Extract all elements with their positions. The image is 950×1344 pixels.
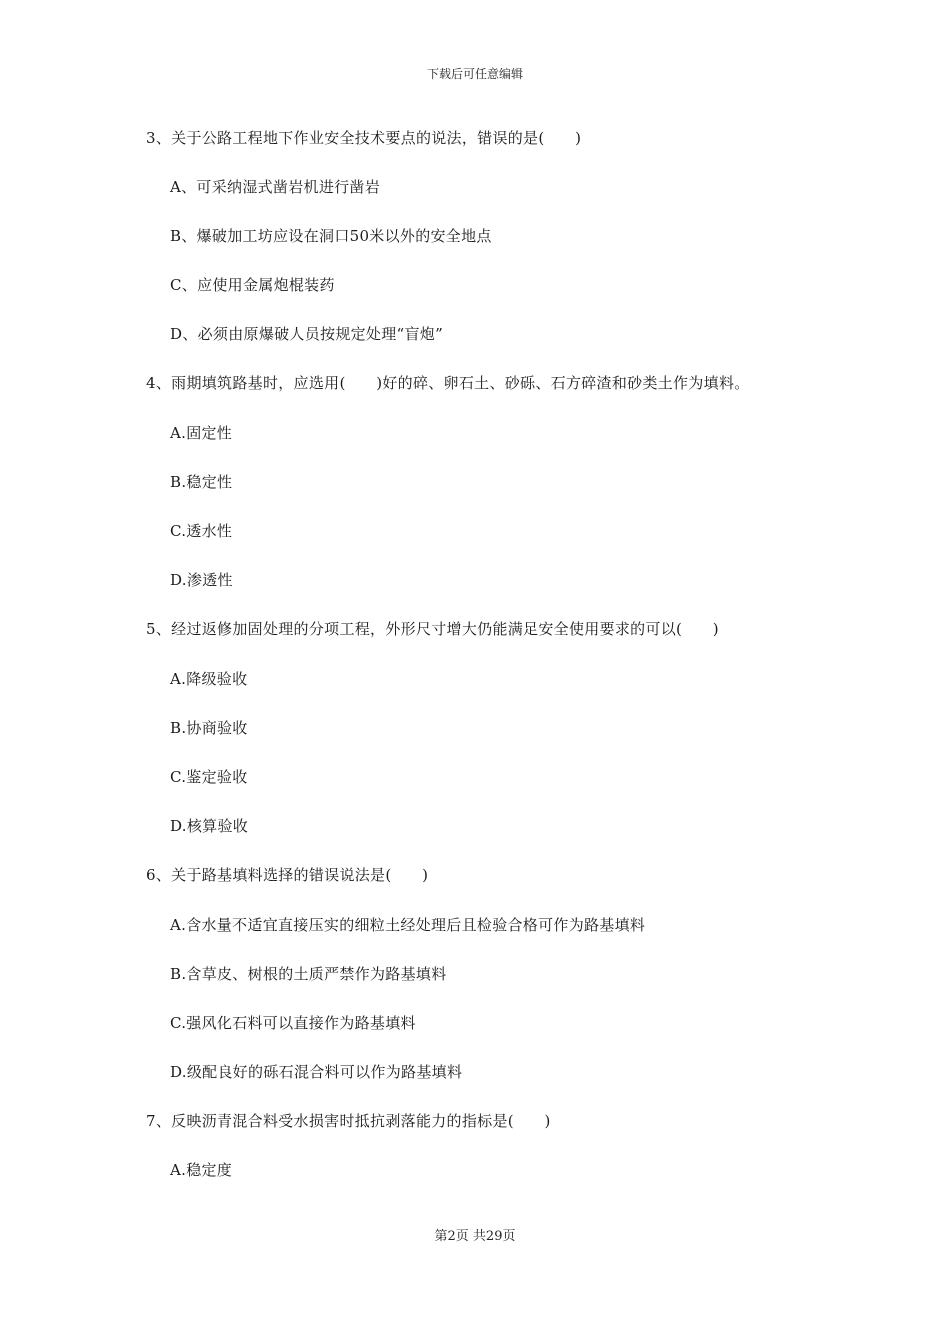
question-4-option-a: A.固定性 [170,424,233,442]
question-6-option-c: C.强风化石料可以直接作为路基填料 [170,1014,416,1032]
question-5-stem: 5、经过返修加固处理的分项工程，外形尺寸增大仍能满足安全使用要求的可以( ) [146,620,719,638]
question-6-stem: 6、关于路基填料选择的错误说法是( ) [146,866,429,884]
question-3-option-d: D、必须由原爆破人员按规定处理“盲炮” [170,325,444,343]
question-3-stem: 3、关于公路工程地下作业安全技术要点的说法，错误的是( ) [146,129,582,147]
question-5-option-d: D.核算验收 [170,817,249,835]
question-6-option-a: A.含水量不适宜直接压实的细粒土经处理后且检验合格可作为路基填料 [170,916,646,934]
question-6-option-b: B.含草皮、树根的土质严禁作为路基填料 [170,965,447,983]
question-5-option-c: C.鉴定验收 [170,768,248,786]
question-3-option-a: A、可采纳湿式凿岩机进行凿岩 [170,178,381,196]
page-header: 下载后可任意编辑 [426,67,523,81]
question-6-option-d: D.级配良好的砾石混合料可以作为路基填料 [170,1063,463,1081]
question-3-option-c: C、应使用金属炮棍装药 [170,276,335,294]
question-4-stem: 4、雨期填筑路基时，应选用( )好的碎、卵石土、砂砾、石方碎渣和砂类土作为填料。 [146,374,750,392]
question-5-option-b: B.协商验收 [170,719,248,737]
question-4-option-d: D.渗透性 [170,571,233,589]
question-7-stem: 7、反映沥青混合料受水损害时抵抗剥落能力的指标是( ) [146,1112,551,1130]
question-5-option-a: A.降级验收 [170,670,248,688]
question-4-option-b: B.稳定性 [170,473,233,491]
question-4-option-c: C.透水性 [170,522,233,540]
question-3-option-b: B、爆破加工坊应设在洞口50米以外的安全地点 [170,227,492,245]
question-7-option-a: A.稳定度 [170,1161,233,1179]
page-footer: 第2页 共29页 [434,1229,516,1244]
